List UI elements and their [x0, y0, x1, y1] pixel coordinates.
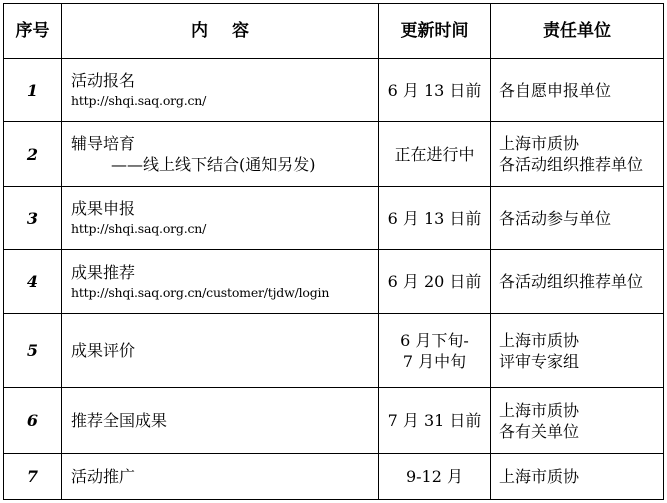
row-url: http://shqi.saq.org.cn/customer/tjdw/login: [71, 284, 330, 300]
row-number: 6: [4, 388, 62, 454]
row-content: [62, 314, 379, 388]
row-unit: [491, 314, 664, 388]
row-time: [379, 454, 491, 500]
row-unit: [491, 250, 664, 314]
row-time-line: 6 月 13 日前: [387, 80, 482, 100]
row-title: 活动推广: [71, 467, 136, 486]
table-row: [4, 454, 664, 500]
row-content: [62, 250, 379, 314]
row-unit-line: 各有关单位: [499, 421, 580, 441]
row-number: 1: [4, 59, 62, 122]
row-title: 活动报名: [71, 71, 136, 90]
row-time: [379, 187, 491, 250]
row-time-line: 7 月 31 日前: [387, 411, 482, 430]
row-time-line: 6 月 20 日前: [387, 272, 482, 291]
row-content: [62, 187, 379, 250]
table-row: [4, 122, 664, 187]
row-unit-line: 各活动组织推荐单位: [499, 272, 644, 291]
row-time-line: 6 月下旬-: [400, 330, 469, 350]
row-unit-line: 各活动参与单位: [499, 208, 612, 228]
row-url: http://shqi.saq.org.cn/: [71, 221, 207, 236]
row-content: [62, 388, 379, 454]
row-content: [62, 454, 379, 500]
row-title: 成果评价: [71, 341, 136, 360]
row-content: [62, 122, 379, 187]
row-unit-line: 各活动组织推荐单位: [499, 155, 644, 174]
row-time-line: 7 月中旬: [402, 351, 467, 371]
row-number: 7: [4, 454, 62, 500]
row-unit-line: 上海市质协: [499, 400, 580, 420]
row-number: 2: [4, 122, 62, 187]
row-number: 5: [4, 314, 62, 388]
header-unit: 责任单位: [491, 4, 664, 59]
row-unit-line: 上海市质协: [499, 134, 580, 153]
table-row: [4, 59, 664, 122]
row-title: 辅导培育: [71, 134, 136, 153]
row-time: [379, 388, 491, 454]
row-time-line: 9-12 月: [405, 467, 464, 486]
row-unit-line: 上海市质协: [499, 467, 580, 486]
header-time: 更新时间: [379, 4, 491, 59]
row-unit: [491, 388, 664, 454]
row-time-line: 正在进行中: [394, 144, 475, 164]
row-time: [379, 250, 491, 314]
table-row: [4, 314, 664, 388]
row-title: 成果推荐: [71, 262, 136, 282]
schedule-table: [3, 3, 664, 500]
row-number: 3: [4, 187, 62, 250]
table-row: [4, 388, 664, 454]
row-unit: [491, 122, 664, 187]
row-number: 4: [4, 250, 62, 314]
row-unit-line: 评审专家组: [499, 351, 580, 371]
row-url: http://shqi.saq.org.cn/: [71, 93, 207, 108]
row-content: [62, 59, 379, 122]
row-title: 成果申报: [71, 199, 136, 218]
row-unit-line: 上海市质协: [499, 330, 580, 350]
row-unit: [491, 59, 664, 122]
row-subtitle: ——线上线下结合(通知另发): [111, 155, 316, 174]
row-time: [379, 314, 491, 388]
header-row: [4, 4, 664, 59]
row-time: [379, 122, 491, 187]
header-content: 内 容: [62, 4, 379, 59]
row-unit-line: 各自愿申报单位: [499, 80, 612, 100]
table-row: [4, 187, 664, 250]
row-unit: [491, 454, 664, 500]
header-no: 序号: [4, 4, 62, 59]
row-title: 推荐全国成果: [71, 411, 168, 430]
row-unit: [491, 187, 664, 250]
row-time-line: 6 月 13 日前: [387, 208, 482, 228]
row-time: [379, 59, 491, 122]
table-row: [4, 250, 664, 314]
